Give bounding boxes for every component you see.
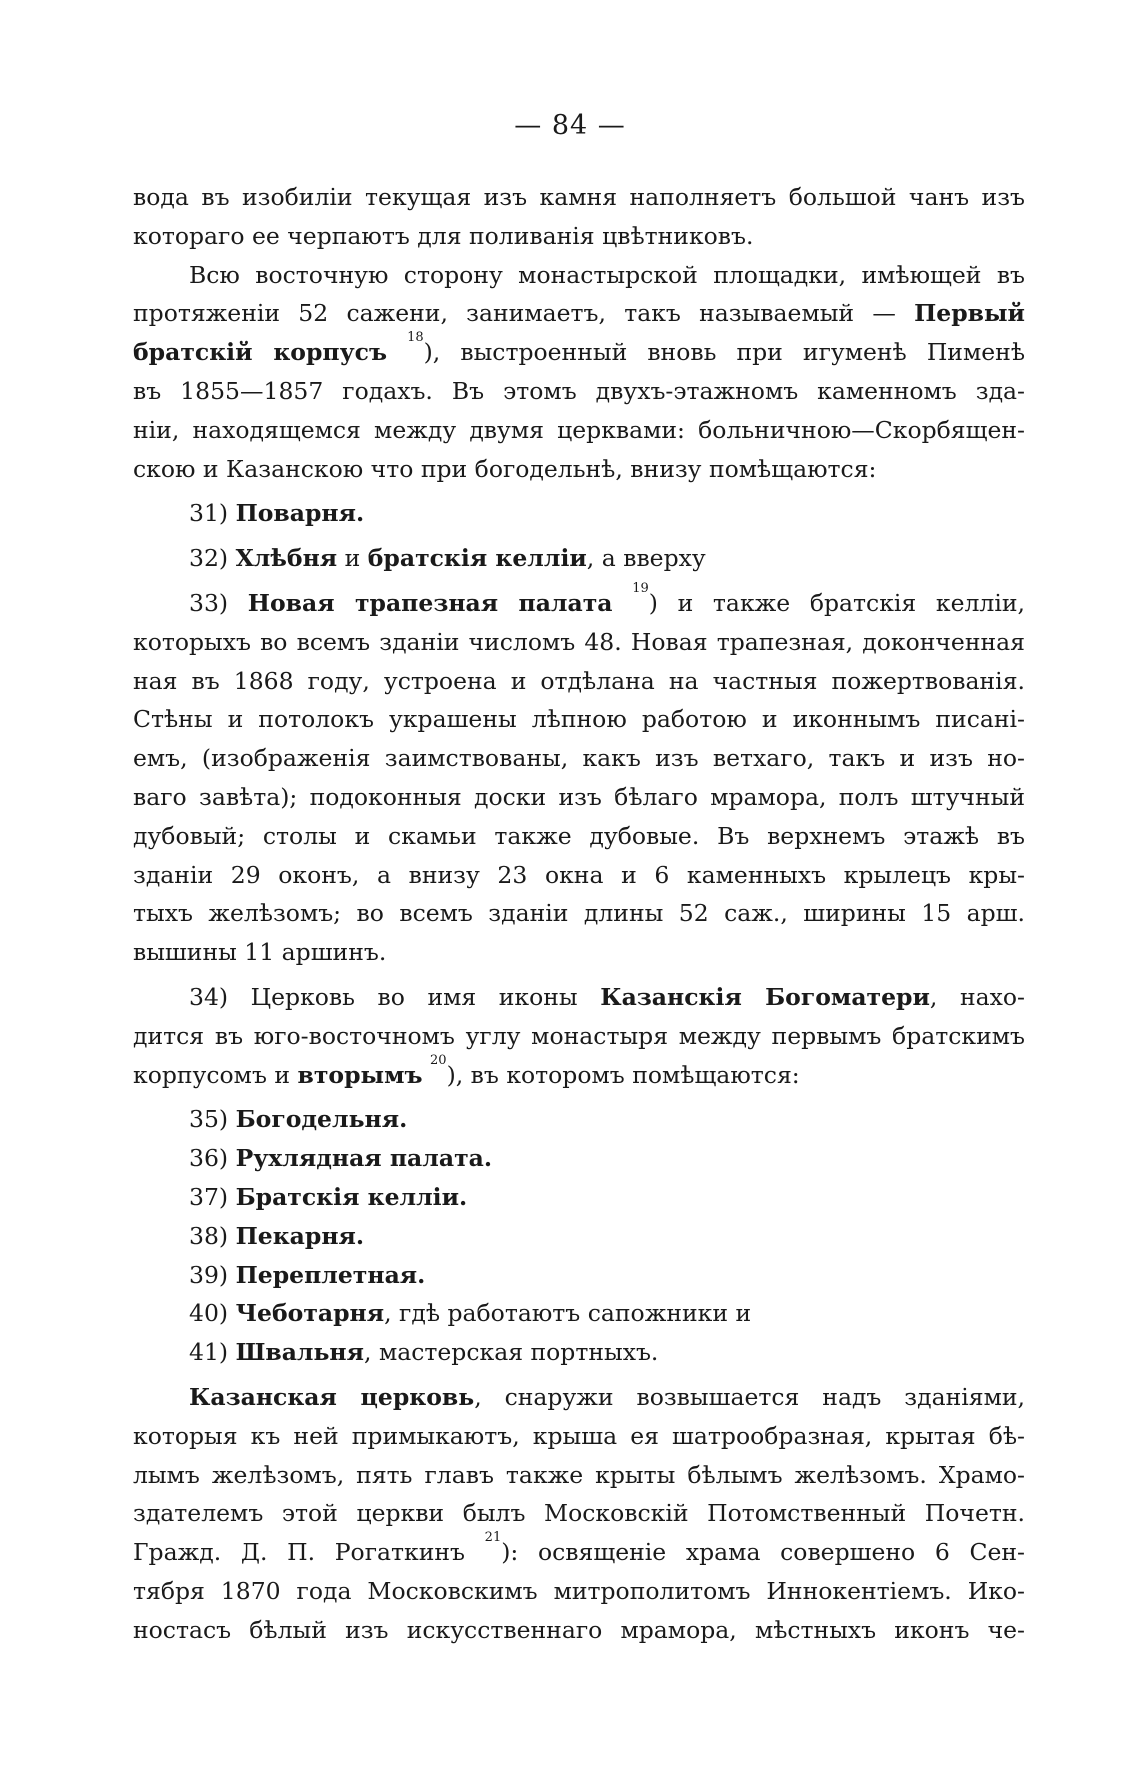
text-line [133, 411, 1025, 450]
text-span: ніи, находящемся между двумя церквами: больничною—Скорбящен- [133, 415, 1025, 444]
list-item [133, 494, 1025, 533]
list-item [133, 1333, 1025, 1372]
bold-term: Богодельня. [235, 1105, 408, 1134]
bold-term: Рухлядная палата. [235, 1144, 493, 1173]
item-number: 36) [189, 1144, 229, 1173]
text-span: и [337, 544, 368, 573]
text-span: ): освященіе храма совершено 6 Сен- [501, 1538, 1025, 1567]
item-number: 33) [189, 588, 229, 617]
text-line [133, 178, 1025, 217]
bold-term: Первый [914, 299, 1025, 328]
text-span: ностасъ бѣлый изъ искусственнаго мрамора, мѣстныхъ иконъ че- [133, 1615, 1025, 1644]
list-item [133, 1178, 1025, 1217]
item-number: 41) [189, 1338, 229, 1367]
text-span: ), въ которомъ помѣщаются: [446, 1060, 800, 1089]
list-item [133, 1294, 1025, 1333]
text-span: дится въ юго-восточномъ углу монастыря между первымъ братскимъ [133, 1021, 1025, 1050]
item-number: 38) [189, 1221, 229, 1250]
text-line [133, 1456, 1025, 1495]
text-line [133, 978, 1025, 1017]
footnote-ref: 20 [430, 1052, 447, 1068]
text-span: , а вверху [586, 544, 706, 573]
text-span: ваго завѣта); подоконныя доски изъ бѣлаго мрамора, полъ штучный [133, 782, 1025, 811]
text-span: въ 1855—1857 годахъ. Въ этомъ двухъ-этажномъ каменномъ зда- [133, 376, 1025, 405]
text-line [133, 1017, 1025, 1056]
text-line [133, 294, 1025, 333]
text-span: корпусомъ и [133, 1060, 291, 1089]
text-line [133, 778, 1025, 817]
text-span: , снаружи возвышается надъ зданіями, [474, 1382, 1026, 1411]
text-line [133, 856, 1025, 895]
bold-term: Пекарня. [235, 1221, 365, 1250]
bold-term: Казанскія Богоматери [600, 982, 930, 1011]
body-text [133, 178, 1025, 1649]
text-line [133, 700, 1025, 739]
text-span: ), выстроенный вновь при игуменѣ Пименѣ [423, 338, 1025, 367]
text-line [133, 817, 1025, 856]
item-number: 31) [189, 499, 229, 528]
text-line [133, 1378, 1025, 1417]
text-span: Стѣны и потолокъ украшены лѣпною работою и иконнымъ писані- [133, 705, 1025, 734]
item-number: 35) [189, 1105, 229, 1134]
item-number: 39) [189, 1260, 229, 1289]
bold-term: Швальня [235, 1338, 364, 1367]
text-line [133, 1494, 1025, 1533]
bold-term: Новая трапезная палата [247, 588, 613, 617]
text-span: которыхъ во всемъ зданіи числомъ 48. Новая трапезная, доконченная [133, 627, 1025, 656]
text-line [133, 330, 1025, 372]
text-span: скою и Казанскою что при богодельнѣ, внизу помѣщаются: [133, 454, 877, 483]
list-item [133, 1256, 1025, 1295]
text-span: зданіи 29 оконъ, а внизу 23 окна и 6 каменныхъ крылецъ кры- [133, 860, 1025, 889]
page-number: — 84 — [514, 110, 626, 141]
footnote-ref: 19 [632, 580, 649, 596]
bold-term: братскій корпусъ [133, 338, 387, 367]
text-span: Всю восточную сторону монастырской площадки, имѣющей въ [189, 260, 1025, 289]
bold-term: Поварня. [235, 499, 365, 528]
text-line [133, 1611, 1025, 1650]
text-span: ) и также братскія келліи, [648, 588, 1025, 617]
text-line [133, 662, 1025, 701]
item-number: 34) [189, 982, 229, 1011]
text-span: протяженіи 52 сажени, занимаетъ, такъ называемый — [133, 299, 896, 328]
text-line [133, 1572, 1025, 1611]
text-span: котораго ее черпаютъ для поливанія цвѣтниковъ. [133, 221, 754, 250]
text-line [133, 1417, 1025, 1456]
item-number: 32) [189, 544, 229, 573]
item-number: 37) [189, 1182, 229, 1211]
text-span: дубовый; столы и скамьи также дубовые. Въ верхнемъ этажѣ въ [133, 821, 1025, 850]
text-span: Церковь во имя иконы [250, 982, 578, 1011]
text-line [133, 217, 1025, 256]
text-line [133, 256, 1025, 295]
text-span: емъ, (изображенія заимствованы, какъ изъ ветхаго, такъ и изъ но- [133, 744, 1025, 773]
list-item [133, 1100, 1025, 1139]
bold-term: Переплетная. [235, 1260, 426, 1289]
text-span: лымъ желѣзомъ, пять главъ также крыты бѣлымъ желѣзомъ. Храмо- [133, 1460, 1025, 1489]
bold-term: Чеботарня [235, 1299, 385, 1328]
text-span: здателемъ этой церкви былъ Московскій Потомственный Почетн. [133, 1499, 1025, 1528]
bold-term: Казанская церковь [189, 1382, 475, 1411]
text-span: вода въ изобиліи текущая изъ камня наполняетъ большой чанъ изъ [133, 183, 1025, 211]
list-item [133, 539, 1025, 578]
text-span: тыхъ желѣзомъ; во всемъ зданіи длины 52 саж., ширины 15 арш. [133, 899, 1025, 928]
footnote-ref: 18 [407, 330, 424, 346]
bold-term: вторымъ [297, 1060, 423, 1089]
text-line [133, 450, 1025, 489]
text-line [133, 894, 1025, 933]
text-line [133, 933, 1025, 972]
bold-term: Братскія келліи. [235, 1182, 468, 1211]
list-item [133, 1217, 1025, 1256]
text-span: ная въ 1868 году, устроена и отдѣлана на частныя пожертвованія. [133, 666, 1025, 695]
text-line [133, 1052, 1025, 1095]
text-span: тября 1870 года Московскимъ митрополитомъ Иннокентіемъ. Ико- [133, 1576, 1025, 1605]
text-span: вышины 11 аршинъ. [133, 938, 387, 967]
bold-term: Хлѣбня [235, 544, 338, 573]
text-span: , нахо- [929, 982, 1025, 1011]
text-span: Гражд. Д. П. Рогаткинъ [133, 1538, 465, 1567]
text-line [133, 739, 1025, 778]
text-line [133, 580, 1025, 623]
text-line [133, 1530, 1025, 1572]
text-span: которыя къ ней примыкаютъ, крыша ея шатрообразная, крытая бѣ- [133, 1421, 1025, 1450]
text-span: , гдѣ работаютъ сапожники и [384, 1299, 752, 1328]
bold-term: братскія келліи [367, 544, 587, 573]
text-line [133, 372, 1025, 411]
item-number: 40) [189, 1299, 229, 1328]
text-span: , мастерская портныхъ. [364, 1338, 659, 1367]
footnote-ref: 21 [484, 1530, 502, 1546]
text-line [133, 623, 1025, 662]
list-item [133, 1139, 1025, 1178]
